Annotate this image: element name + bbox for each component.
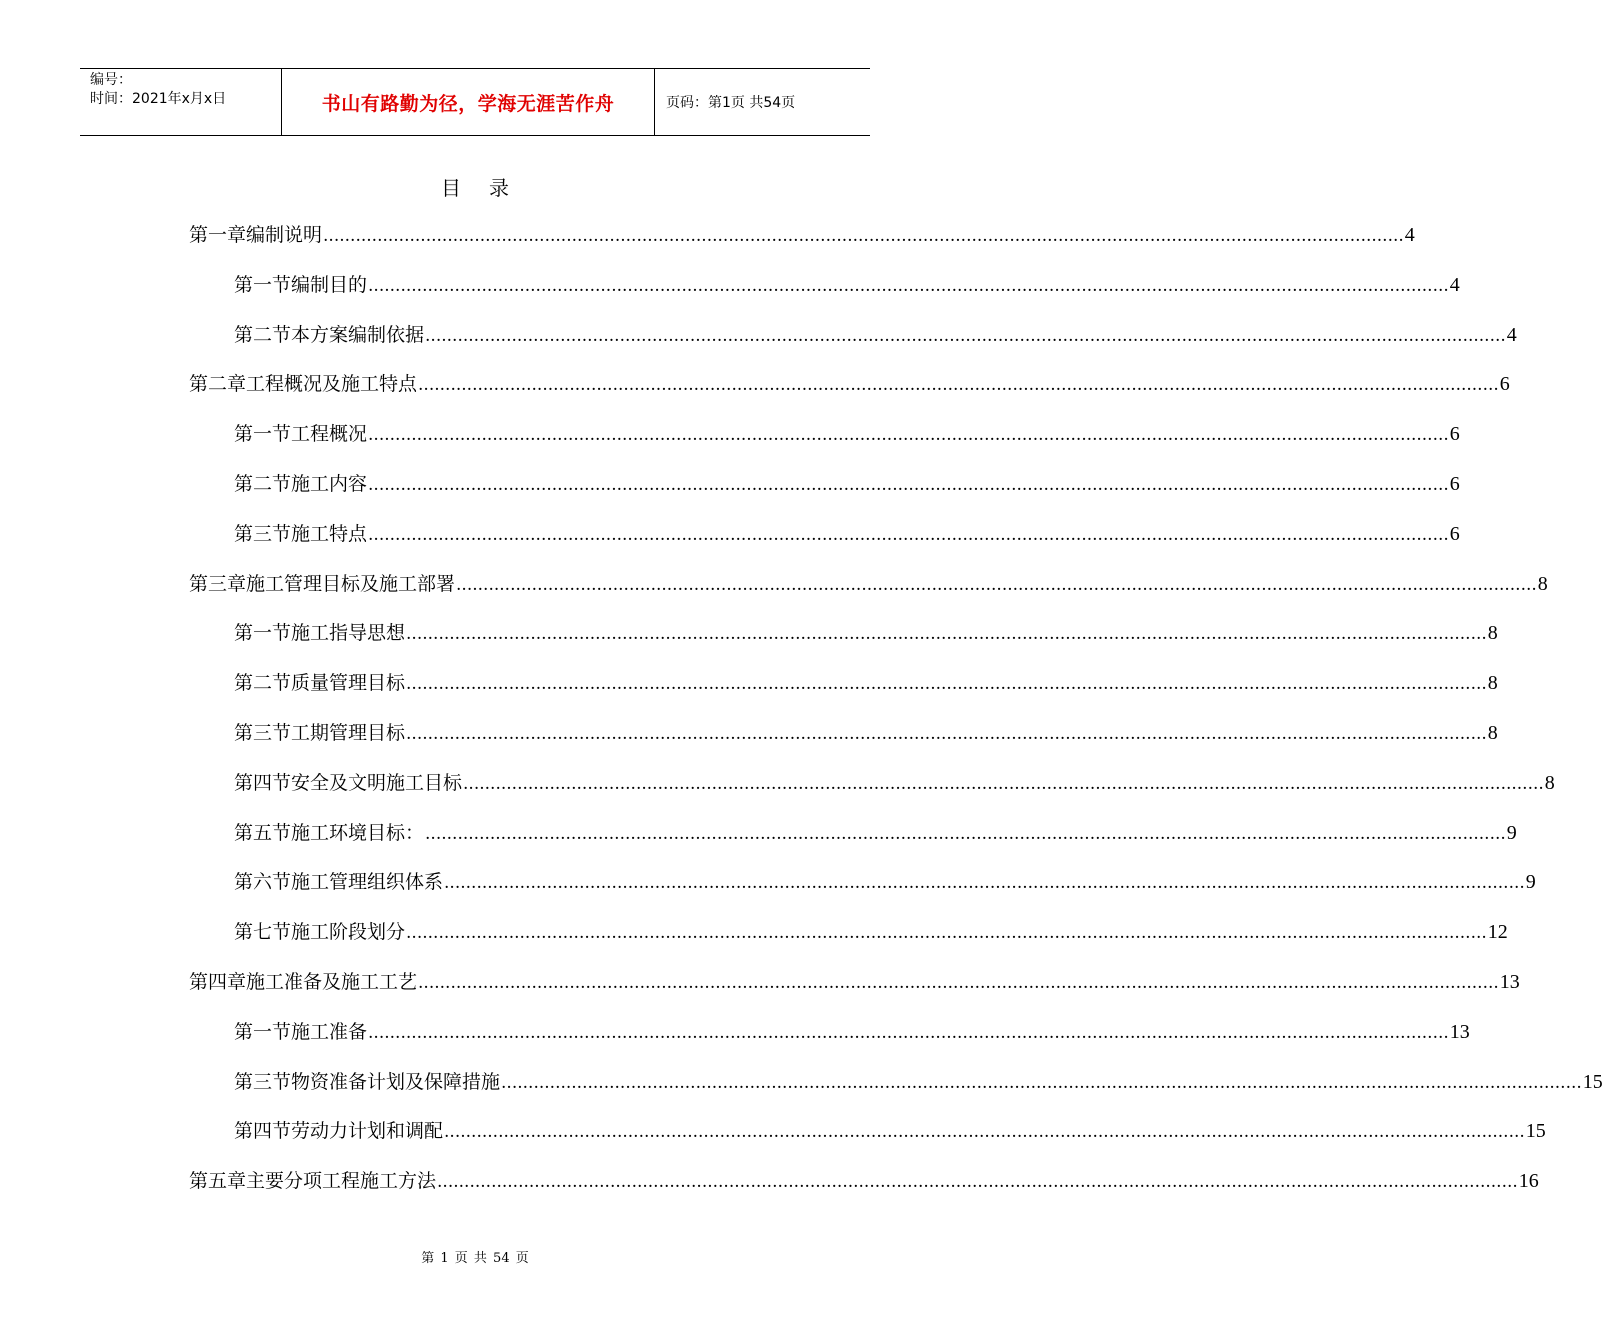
toc-entry-number: 第三节	[234, 1070, 292, 1093]
toc-leader-dots: ........................................................................................................................................................................................................	[425, 325, 1506, 346]
toc-entry[interactable]	[234, 270, 1460, 296]
toc-entry-label: 劳动力计划和调配	[291, 1120, 444, 1143]
toc-entry-number: 第二章	[189, 373, 247, 396]
toc-entry[interactable]	[234, 320, 1517, 346]
toc-leader-dots: ........................................................................................................................................................................................................	[406, 724, 1487, 744]
header-page-info: 页码：第1页 共54页	[666, 95, 796, 111]
toc-leader-dots: ........................................................................................................................................................................................................	[501, 1072, 1582, 1093]
toc-entry[interactable]	[189, 1166, 1539, 1193]
toc-entry[interactable]	[189, 569, 1548, 595]
toc-entry[interactable]	[234, 768, 1555, 794]
toc-entry-label: 编制说明	[246, 224, 323, 246]
toc-entry-label: 工程概况	[291, 423, 368, 446]
toc-entry-page: 6	[1449, 423, 1460, 446]
toc-entry[interactable]	[234, 818, 1517, 844]
toc-entry-page: 8	[1544, 771, 1555, 794]
toc-entry-page: 15	[1582, 1070, 1603, 1093]
toc-entry-number: 第五章	[189, 1170, 247, 1193]
toc-entry-number: 第一节	[234, 423, 292, 446]
toc-entry-number: 第四章	[189, 971, 247, 993]
toc-entry-label: 施工阶段划分	[291, 921, 406, 944]
toc-entry-page: 15	[1525, 1120, 1546, 1143]
toc-leader-dots: ........................................................................................................................................................................................................	[406, 624, 1487, 645]
toc-entry-page: 13	[1499, 971, 1520, 993]
header-meta	[80, 69, 282, 135]
toc-entry[interactable]	[234, 1116, 1546, 1143]
header-motto: 书山有路勤为径，学海无涯苦作舟	[282, 69, 655, 135]
toc-entry-number: 第二节	[234, 672, 292, 695]
toc-entry-page: 6	[1499, 373, 1510, 396]
toc-leader-dots: ........................................................................................................................................................................................................	[425, 823, 1506, 844]
toc-entry[interactable]	[189, 220, 1415, 246]
toc-entry[interactable]	[234, 668, 1498, 695]
toc-entry-page: 8	[1537, 572, 1548, 595]
toc-leader-dots: ........................................................................................................................................................................................................	[323, 226, 1404, 246]
toc-entry-number: 第四节	[234, 771, 292, 794]
toc-entry-page: 8	[1487, 672, 1498, 695]
toc-entry[interactable]	[234, 867, 1536, 894]
toc-entry-label: 主要分项工程施工方法	[246, 1170, 437, 1193]
toc-entry-number: 第一节	[234, 622, 292, 645]
number-label: 编号：	[90, 72, 132, 88]
toc-entry-number: 第三章	[189, 572, 247, 595]
toc-entry[interactable]	[189, 369, 1510, 396]
toc-entry-label: 工期管理目标	[291, 722, 406, 744]
toc-entry-number: 第一节	[234, 273, 292, 296]
toc-entry-label: 物资准备计划及保障措施	[291, 1070, 501, 1093]
toc-leader-dots: ........................................................................................................................................................................................................	[368, 524, 1449, 545]
toc-leader-dots: ........................................................................................................................................................................................................	[368, 1022, 1449, 1043]
toc-entry[interactable]	[234, 519, 1460, 545]
toc-entry-number: 第一章	[189, 224, 247, 246]
toc-entry[interactable]	[234, 618, 1498, 645]
toc-entry-page: 4	[1404, 224, 1415, 246]
toc-leader-dots: ........................................................................................................................................................................................................	[368, 475, 1449, 495]
toc-entry-number: 第一节	[234, 1020, 292, 1043]
toc-leader-dots: ........................................................................................................................................................................................................	[406, 923, 1487, 944]
toc-entry-number: 第二节	[234, 473, 292, 495]
toc-entry-page: 6	[1449, 522, 1460, 545]
toc-entry-page: 8	[1487, 622, 1498, 645]
toc-entry[interactable]	[234, 917, 1508, 944]
toc-entry-label: 施工内容	[291, 473, 368, 495]
toc-entry-label: 施工准备	[291, 1020, 368, 1043]
toc-entry-page: 8	[1487, 722, 1498, 744]
toc-entry-page: 9	[1525, 871, 1536, 894]
toc-entry-label: 本方案编制依据	[291, 323, 425, 346]
toc-entry[interactable]	[234, 1067, 1603, 1093]
toc-leader-dots: ........................................................................................................................................................................................................	[368, 425, 1449, 446]
toc-entry-label: 质量管理目标	[291, 672, 406, 695]
toc-entry[interactable]	[234, 1017, 1470, 1043]
toc-entry-label: 施工管理目标及施工部署	[246, 572, 456, 595]
toc-entry-label: 施工指导思想	[291, 622, 406, 645]
toc-leader-dots: ........................................................................................................................................................................................................	[463, 773, 1544, 794]
toc-leader-dots: ........................................................................................................................................................................................................	[406, 674, 1487, 695]
toc-entry-page: 9	[1506, 821, 1517, 844]
toc-entry-page: 4	[1506, 323, 1517, 346]
toc-entry-label: 施工特点	[291, 522, 368, 545]
toc-entry-number: 第五节	[234, 821, 292, 844]
toc-leader-dots: ........................................................................................................................................................................................................	[444, 1122, 1525, 1143]
toc-entry-page: 16	[1518, 1170, 1539, 1193]
toc-entry[interactable]	[189, 967, 1520, 993]
toc-entry-number: 第六节	[234, 871, 292, 894]
toc-entry-page: 4	[1449, 273, 1460, 296]
toc-leader-dots: ........................................................................................................................................................................................................	[456, 574, 1537, 595]
toc-entry-label: 施工准备及施工工艺	[246, 971, 418, 993]
toc-entry[interactable]	[234, 419, 1460, 446]
toc-leader-dots: ........................................................................................................................................................................................................	[444, 873, 1525, 894]
time-label: 时间：2021年x月x日	[90, 91, 227, 107]
toc-entry-label: 安全及文明施工目标	[291, 771, 463, 794]
toc-leader-dots: ........................................................................................................................................................................................................	[418, 375, 1499, 396]
toc-leader-dots: ........................................................................................................................................................................................................	[368, 275, 1449, 296]
page-footer: 第 1 页 共 54 页	[421, 1251, 529, 1266]
toc-entry-number: 第七节	[234, 921, 292, 944]
toc-entry[interactable]	[234, 718, 1498, 744]
toc-entry-number: 第二节	[234, 323, 292, 346]
toc-entry-number: 第四节	[234, 1120, 292, 1143]
toc-leader-dots: ........................................................................................................................................................................................................	[437, 1172, 1518, 1193]
toc-entry-page: 13	[1449, 1020, 1470, 1043]
page-header	[80, 68, 870, 136]
toc-entry-number: 第三节	[234, 522, 292, 545]
toc-title: 目录	[441, 176, 537, 200]
toc-entry-label: 施工环境目标：	[291, 821, 425, 844]
toc-leader-dots: ........................................................................................................................................................................................................	[418, 973, 1499, 993]
toc-entry-page: 6	[1449, 473, 1460, 495]
toc-entry-page: 12	[1487, 921, 1508, 944]
toc-entry-label: 编制目的	[291, 273, 368, 296]
toc-entry-number: 第三节	[234, 722, 292, 744]
toc-entry-label: 施工管理组织体系	[291, 871, 444, 894]
toc-entry-label: 工程概况及施工特点	[246, 373, 418, 396]
toc-entry[interactable]	[234, 469, 1460, 495]
